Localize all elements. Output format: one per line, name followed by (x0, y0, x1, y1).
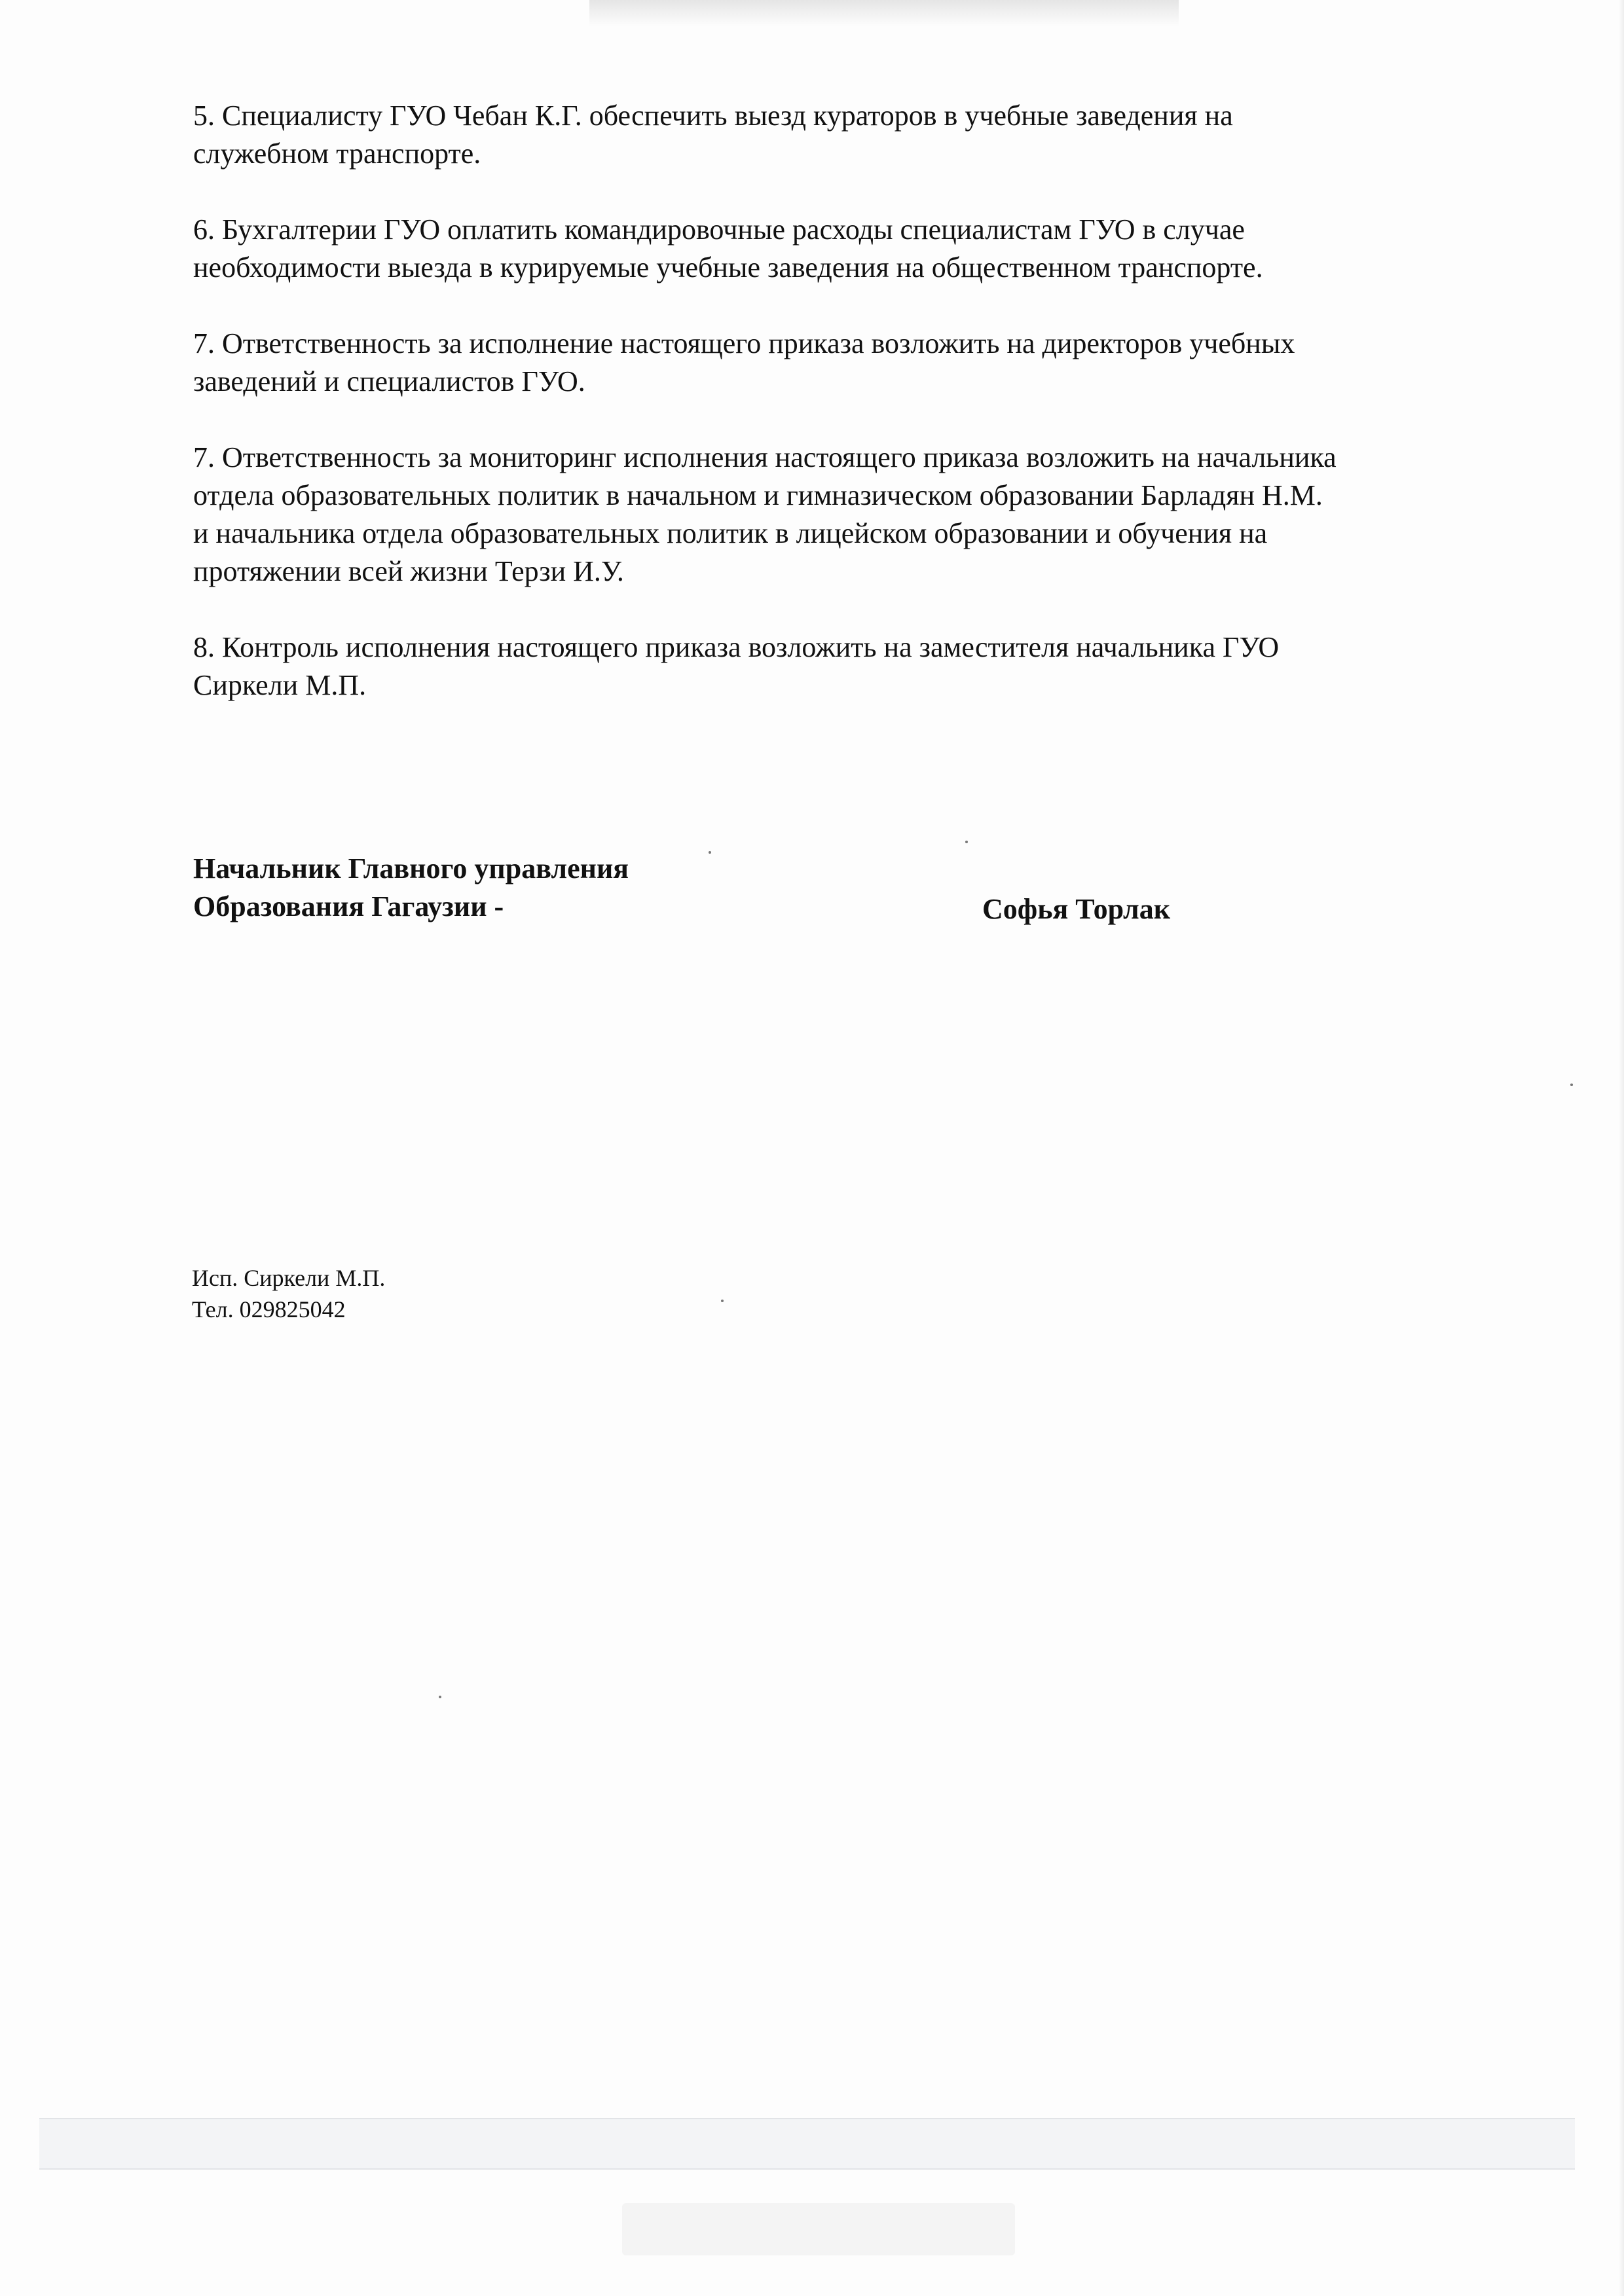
text-line: отдела образовательных политик в начальном и гимназическом образовании Барладян Н.М. (193, 479, 1323, 511)
executor-name: Исп. Сиркели М.П. (192, 1265, 386, 1291)
scan-speck (439, 1696, 441, 1698)
scan-speck (965, 841, 968, 843)
text-line: Сиркели М.П. (193, 669, 367, 701)
text-line: заведений и специалистов ГУО. (193, 365, 585, 397)
order-item-7-responsibility (193, 325, 1503, 401)
text-line: 7. Ответственность за мониторинг исполнения настоящего приказа возложить на начальника (193, 441, 1337, 473)
executor-info (192, 1262, 385, 1325)
scan-speck (721, 1300, 724, 1302)
scan-page-edge (1619, 0, 1624, 2296)
scan-speck (709, 851, 711, 854)
signatory-position-line: Образования Гагаузии - (193, 890, 504, 922)
text-line: 8. Контроль исполнения настоящего приказа возложить на заместителя начальника ГУО (193, 631, 1280, 663)
text-line: необходимости выезда в курируемые учебные заведения на общественном транспорте. (193, 251, 1263, 283)
scan-speck (1570, 1084, 1573, 1086)
order-items (193, 97, 1503, 742)
text-line: 6. Бухгалтерии ГУО оплатить командировочные расходы специалистам ГУО в случае (193, 213, 1245, 246)
text-line: и начальника отдела образовательных политик в лицейском образовании и обучения на (193, 517, 1268, 549)
scan-bleed-through-top (589, 0, 1179, 26)
signatory-name: Софья Торлак (982, 893, 1171, 925)
scan-bleed-through-heading (622, 2203, 1015, 2255)
signatory-position (193, 850, 629, 926)
order-item-7-monitoring (193, 439, 1503, 591)
order-item-8 (193, 629, 1503, 704)
text-line: служебном транспорте. (193, 137, 481, 170)
text-line: протяжении всей жизни Терзи И.У. (193, 555, 624, 587)
text-line: 5. Специалисту ГУО Чебан К.Г. обеспечить выезд кураторов в учебные заведения на (193, 100, 1233, 132)
order-item-6 (193, 211, 1503, 287)
scan-bleed-through-table (39, 2118, 1575, 2170)
order-item-5 (193, 97, 1503, 173)
signatory-position-line: Начальник Главного управления (193, 852, 629, 884)
executor-phone: Тел. 029825042 (192, 1296, 346, 1322)
text-line: 7. Ответственность за исполнение настоящего приказа возложить на директоров учебных (193, 327, 1295, 359)
